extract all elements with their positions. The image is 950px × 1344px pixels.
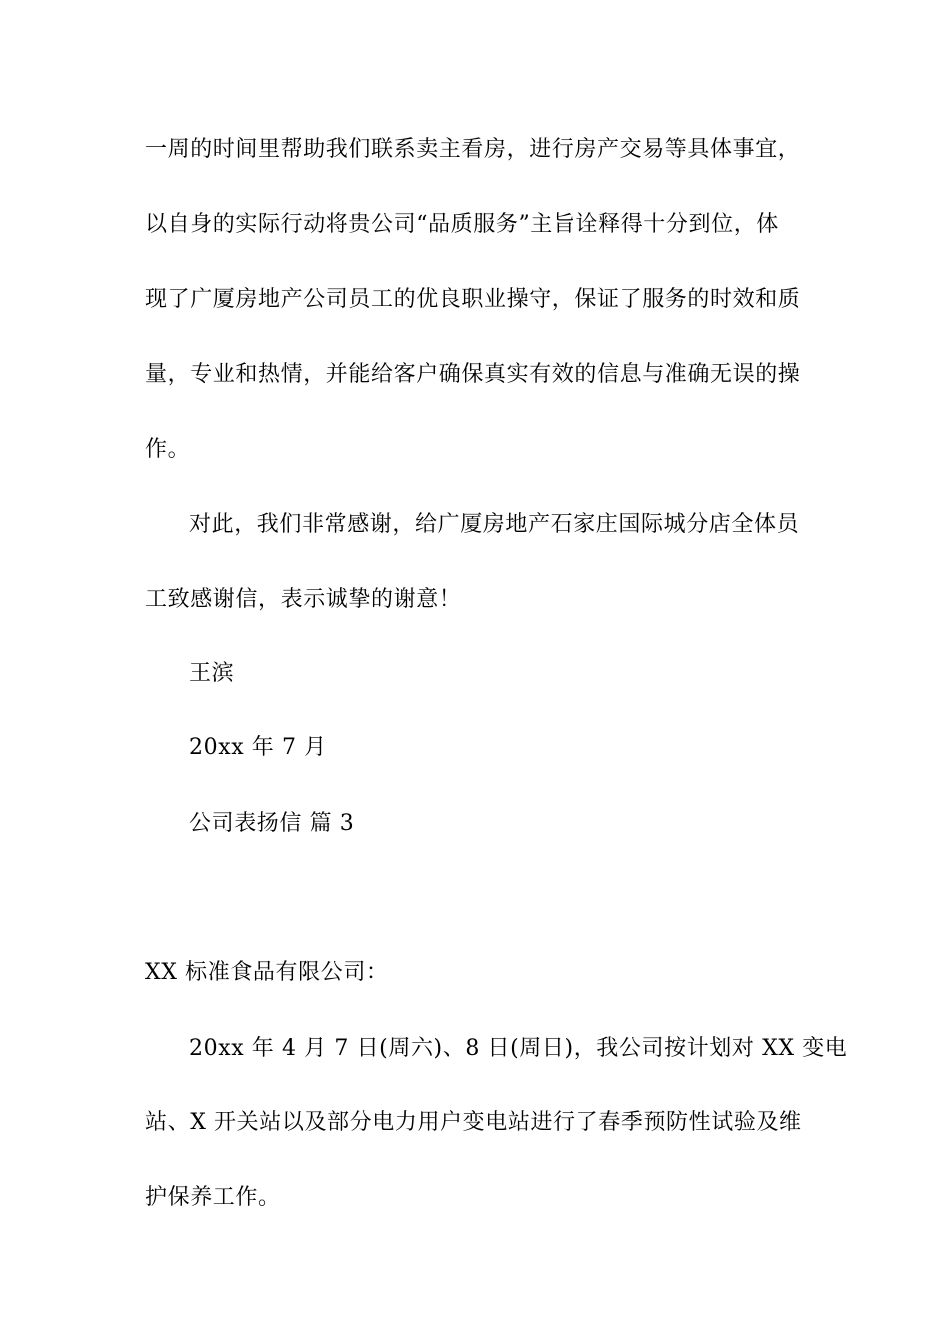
paragraph-line: 以自身的实际行动将贵公司“品质服务”主旨诠释得十分到位，体 [145, 212, 779, 237]
paragraph-line: 对此，我们非常感谢，给广厦房地产石家庄国际城分店全体员 [189, 512, 800, 537]
signature-name: 王滨 [189, 661, 235, 686]
paragraph-line: 20xx 年 4 月 7 日(周六)、8 日(周日)，我公司按计划对 XX 变电 [189, 1036, 848, 1061]
section-heading: 公司表扬信 篇 3 [189, 811, 355, 836]
paragraph-line: 作。 [145, 437, 191, 462]
paragraph-line: 护保养工作。 [145, 1185, 281, 1210]
paragraph-line: 现了广厦房地产公司员工的优良职业操守，保证了服务的时效和质 [145, 287, 801, 312]
paragraph-line: 站、X 开关站以及部分电力用户变电站进行了春季预防性试验及维 [145, 1110, 802, 1135]
paragraph-line: 量，专业和热情，并能给客户确保真实有效的信息与准确无误的操 [145, 362, 801, 387]
paragraph-line: 一周的时间里帮助我们联系卖主看房，进行房产交易等具体事宜， [145, 137, 801, 162]
salutation: XX 标准食品有限公司： [145, 960, 389, 985]
signature-date: 20xx 年 7 月 [189, 735, 327, 760]
paragraph-line: 工致感谢信，表示诚挚的谢意！ [145, 587, 462, 612]
